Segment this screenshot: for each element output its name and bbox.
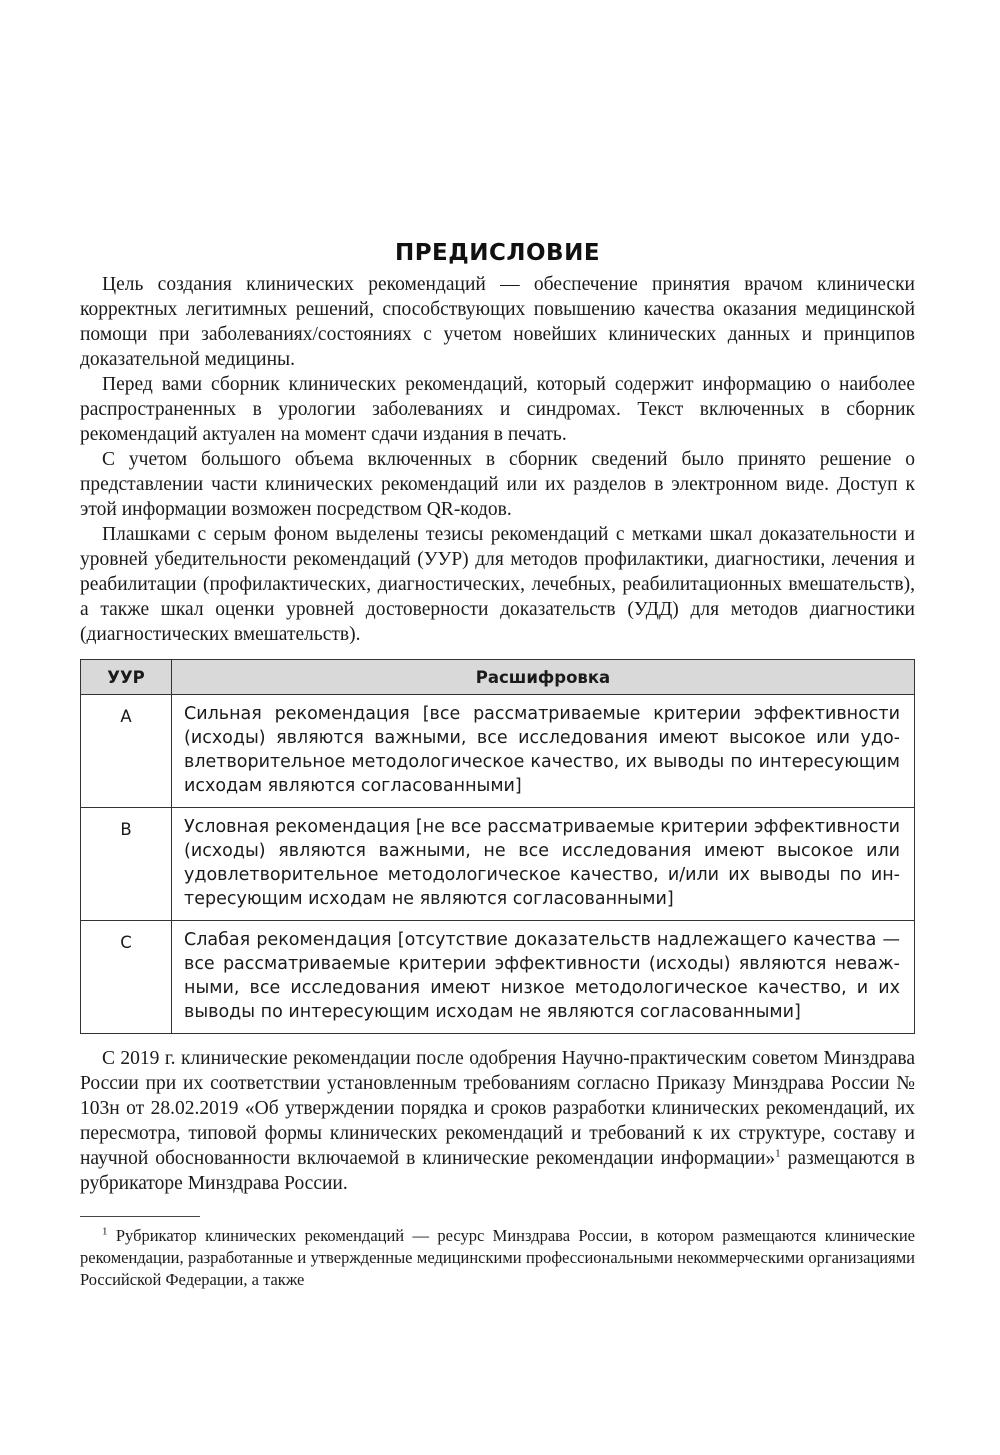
paragraph-after-table-end: размещаются в рубрикаторе Минздрава России. (80, 1148, 915, 1194)
footnote-divider (80, 1216, 200, 1217)
row-code: C (81, 921, 172, 1034)
paragraph-after-table (80, 1046, 915, 1196)
uur-table (80, 659, 915, 1034)
row-code: A (81, 695, 172, 808)
paragraph-2: Перед вами сборник клинических рекомендаций, который содержит информацию о наиболее распространенных в урологии заболеваниях и синдромах. Текст включенных в сборник рекомендаций актуален на момент сдачи издания в печать. (80, 374, 915, 445)
table-header-row (81, 660, 915, 695)
paragraph-3: С учетом большого объема включенных в сборник сведений было принято решение о представлении части клинических рекомендаций или их разделов в электронном виде. Доступ к этой информации возможен посредством QR-кодов. (80, 449, 915, 520)
table-row (81, 921, 915, 1034)
row-description: Сильная рекомендация [все рассматриваемые критерии эффективности (исходы) являются важными, все исследования имеют высокое или удовлетворительное методологическое качество, их выводы по интересующим исходам являются согласованными] (172, 695, 915, 808)
paragraph-after-table-text: С 2019 г. клинические рекомендации после одобрения Научно-практическим советом Минздрава России при их соответствии установленным требованиям согласно Приказу Минздрава России № 103н от 28.02.2019 «Об утверждении порядка и сроков разработки клинических рекомендаций, их пересмотра, типовой формы клинических рекомендаций и требований к их структуре, составу и научной обоснованности включаемой в клинические рекомендации информации» (80, 1048, 915, 1169)
row-description: Слабая рекомендация [отсутствие доказательств надлежащего качества — все рассматриваемые критерии эффективности (исходы) являются неважными, все исследования имеют низкое методологическое качество, и их выводы по интересующим исходам не являются согласованными] (172, 921, 915, 1034)
paragraph-1: Цель создания клинических рекомендаций — обеспечение принятия врачом клинически корректных легитимных решений, способствующих повышению качества оказания медицинской помощи при заболеваниях/состояниях с учетом новейших клинических данных и принципов доказательной медицины. (80, 274, 915, 370)
table-row (81, 808, 915, 921)
paragraph-4: Плашками с серым фоном выделены тезисы рекомендаций с метками шкал доказательности и уровней убедительности рекомендаций (УУР) для методов профилактики, диагностики, лечения и реабилитации (профилактических, диагностических, лечебных, реабилитационных вмешательств), а также шкал оценки уровней достоверности доказательств (УДД) для методов диагностики (диагностических вмешательств). (80, 524, 915, 645)
header-decoding: Расшифровка (172, 660, 915, 695)
table-row (81, 695, 915, 808)
footnote-text: Рубрикатор клинических рекомендаций — ресурс Минздрава России, в котором размещаются клинические рекомендации, разработанные и утвержденные медицинскими профессиональными некоммерческими организациями Российской Федерации, а также (80, 1226, 915, 1289)
footnote (80, 1225, 915, 1291)
header-uur: УУР (81, 660, 172, 695)
footnote-mark: 1 (102, 1225, 108, 1238)
footnote-reference: 1 (775, 1147, 781, 1160)
row-description: Условная рекомендация [не все рассматриваемые критерии эффективности (исходы) являются важными, не все исследования имеют высокое или удовлетворительное методологическое качество, и/или их выводы по интересующим исходам не являются согласованными] (172, 808, 915, 921)
page-title: ПРЕДИСЛОВИЕ (394, 240, 601, 266)
content (80, 240, 915, 1291)
row-code: B (81, 808, 172, 921)
